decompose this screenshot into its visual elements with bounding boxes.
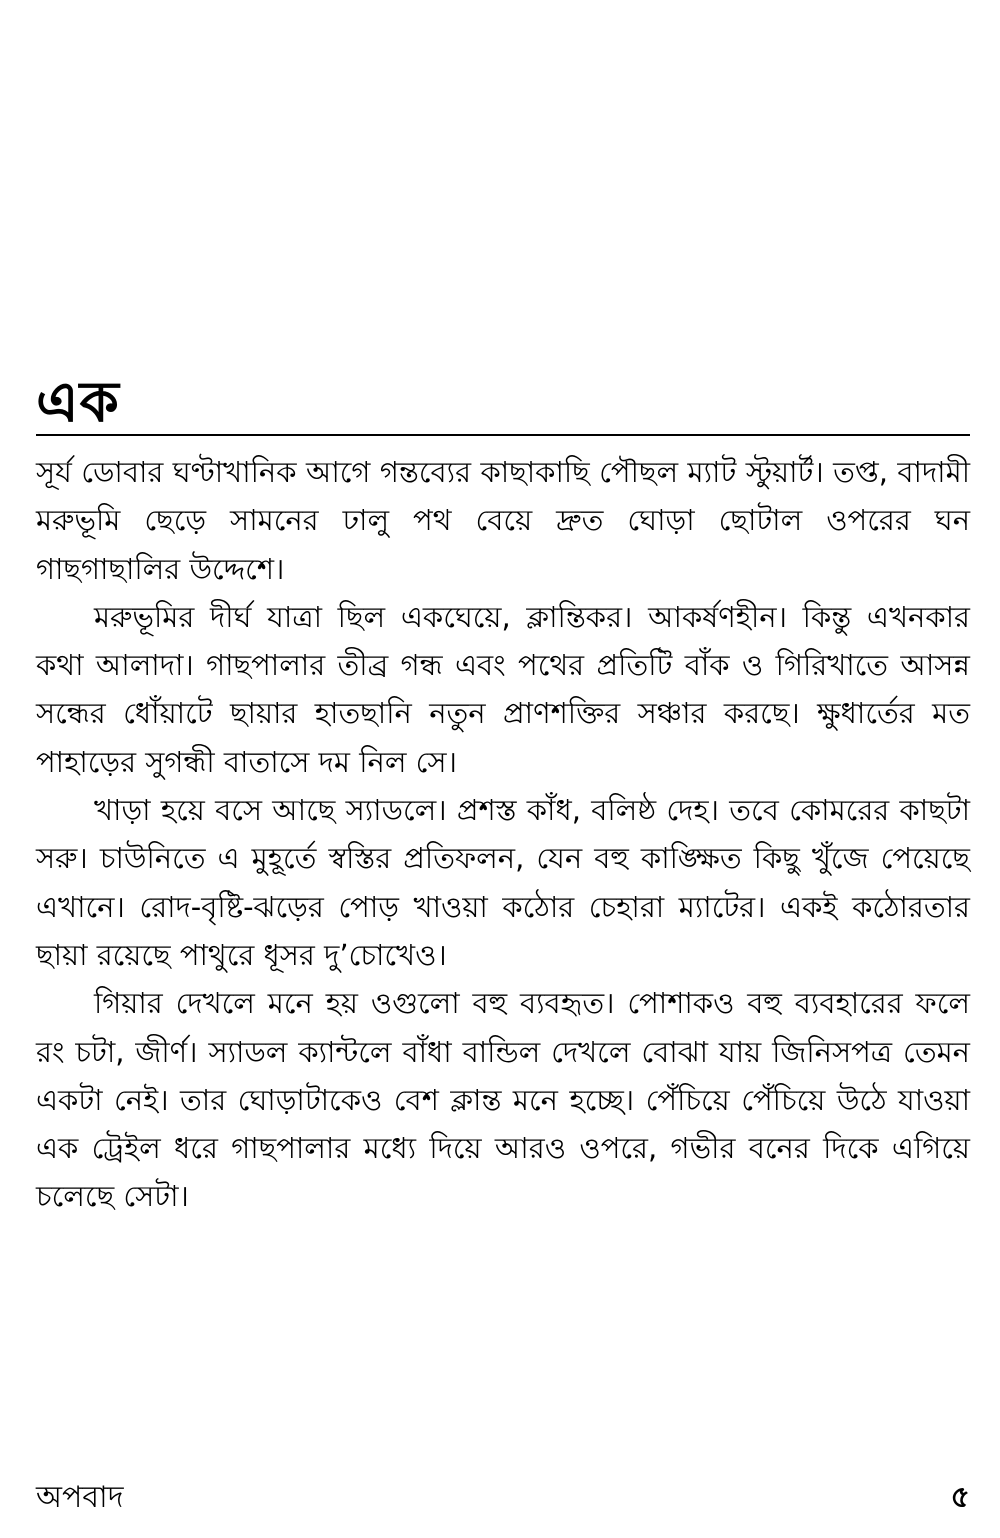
paragraph-3: খাড়া হয়ে বসে আছে স্যাডলে। প্রশস্ত কাঁধ, বলিষ্ঠ দেহ। তবে কোমরের কাছটা সরু। চাউনিতে এ মুহূর্তে স্বস্তির প্রতিফলন, যেন বহু কাঙ্ক্ষিত কিছু খুঁজে পেয়েছে এখানে। রোদ-বৃষ্টি-ঝড়ের পোড় খাওয়া কঠোর চেহারা ম্যাটের। একই কঠোরতার ছায়া রয়েছে পাথুরে ধূসর দু’চোখেও। (36, 793, 970, 972)
paragraph-4: গিয়ার দেখলে মনে হয় ওগুলো বহু ব্যবহৃত। পোশাকও বহু ব্যবহারের ফলে রং চটা, জীর্ণ। স্যাডল ক্যান্টলে বাঁধা বান্ডিল দেখলে বোঝা যায় জিনিসপত্র তেমন একটা নেই। তার ঘোড়াটাকেও বেশ ক্লান্ত মনে হচ্ছে। পেঁচিয়ে পেঁচিয়ে উঠে যাওয়া এক ট্রেইল ধরে গাছপালার মধ্যে দিয়ে আরও ওপরে, গভীর বনের দিকে এগিয়ে চলেছে সেটা। (36, 986, 970, 1214)
page-number: ৫ (950, 1480, 970, 1515)
footer-book-title: অপবাদ (36, 1480, 124, 1515)
paragraph-1: সূর্য ডোবার ঘণ্টাখানিক আগে গন্তব্যের কাছাকাছি পৌছল ম্যাট স্টুয়ার্ট। তপ্ত, বাদামী মরুভূমি ছেড়ে সামনের ঢালু পথ বেয়ে দ্রুত ঘোড়া ছোটাল ওপরের ঘন গাছগাছালির উদ্দেশে। (36, 455, 970, 586)
chapter-title: এক (36, 370, 120, 435)
chapter-body (36, 448, 970, 1221)
paragraph-2: মরুভূমির দীর্ঘ যাত্রা ছিল একঘেয়ে, ক্লান্তিকর। আকর্ষণহীন। কিন্তু এখনকার কথা আলাদা। গাছপালার তীব্র গন্ধ এবং পথের প্রতিটি বাঁক ও গিরিখাতে আসন্ন সন্ধের ধোঁয়াটে ছায়ার হাতছানি নতুন প্রাণশক্তির সঞ্চার করছে। ক্ষুধার্তের মত পাহাড়ের সুগন্ধী বাতাসে দম নিল সে। (36, 599, 970, 779)
title-divider (36, 434, 970, 436)
